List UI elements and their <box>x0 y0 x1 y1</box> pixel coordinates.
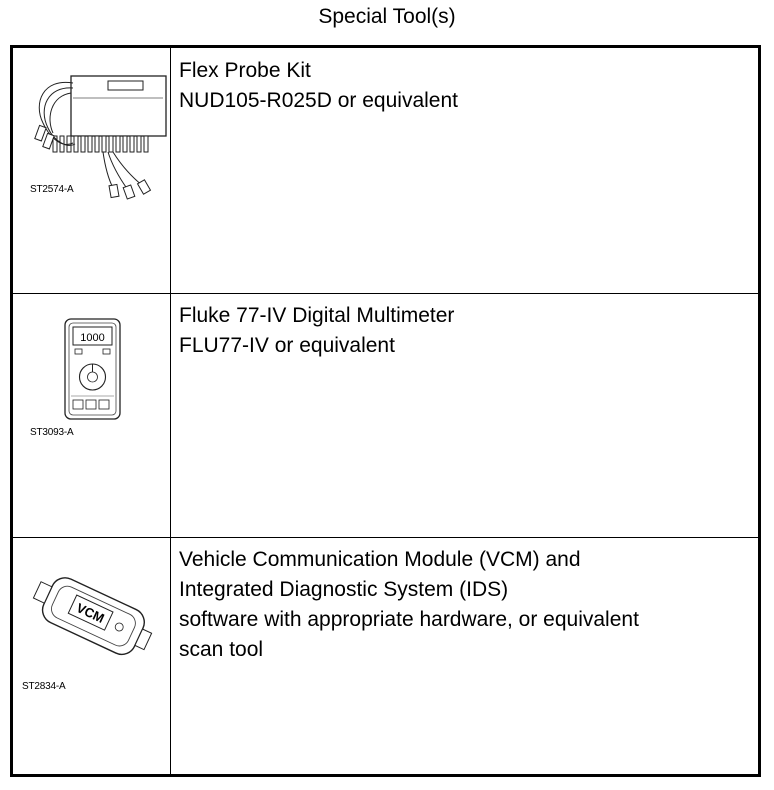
tool-image-cell <box>13 293 171 537</box>
flex-probe-kit-icon <box>13 48 170 293</box>
tool-part-number: NUD105-R025D or equivalent <box>179 89 458 112</box>
tool-name-line-2: Integrated Diagnostic System (IDS) <box>179 578 509 601</box>
tool-image-cell <box>13 537 171 774</box>
tool-row-flex-probe-kit <box>13 48 758 294</box>
vcm-label: VCM <box>74 600 107 626</box>
digital-multimeter-icon <box>13 293 170 537</box>
tool-part-number: FLU77-IV or equivalent <box>179 334 395 357</box>
special-tools-table <box>10 45 761 777</box>
tool-description <box>179 545 750 665</box>
meter-display-reading: 1000 <box>80 332 105 344</box>
page-title: Special Tool(s) <box>318 5 456 28</box>
vcm-module-icon <box>13 537 170 774</box>
image-code: ST3093-A <box>30 427 74 438</box>
tool-image-cell <box>13 48 171 293</box>
tool-name-line-1: Vehicle Communication Module (VCM) and <box>179 548 581 571</box>
tool-description <box>179 301 750 361</box>
tool-name: Flex Probe Kit <box>179 59 311 82</box>
tool-row-digital-multimeter <box>13 293 758 538</box>
tool-row-vcm <box>13 537 758 774</box>
tool-note-line-1: software with appropriate hardware, or equivalent <box>179 608 639 631</box>
tool-note-line-2: scan tool <box>179 638 264 661</box>
tool-name: Fluke 77-IV Digital Multimeter <box>179 304 455 327</box>
tool-description <box>179 56 750 116</box>
image-code: ST2834-A <box>22 681 66 692</box>
image-code: ST2574-A <box>30 184 74 195</box>
